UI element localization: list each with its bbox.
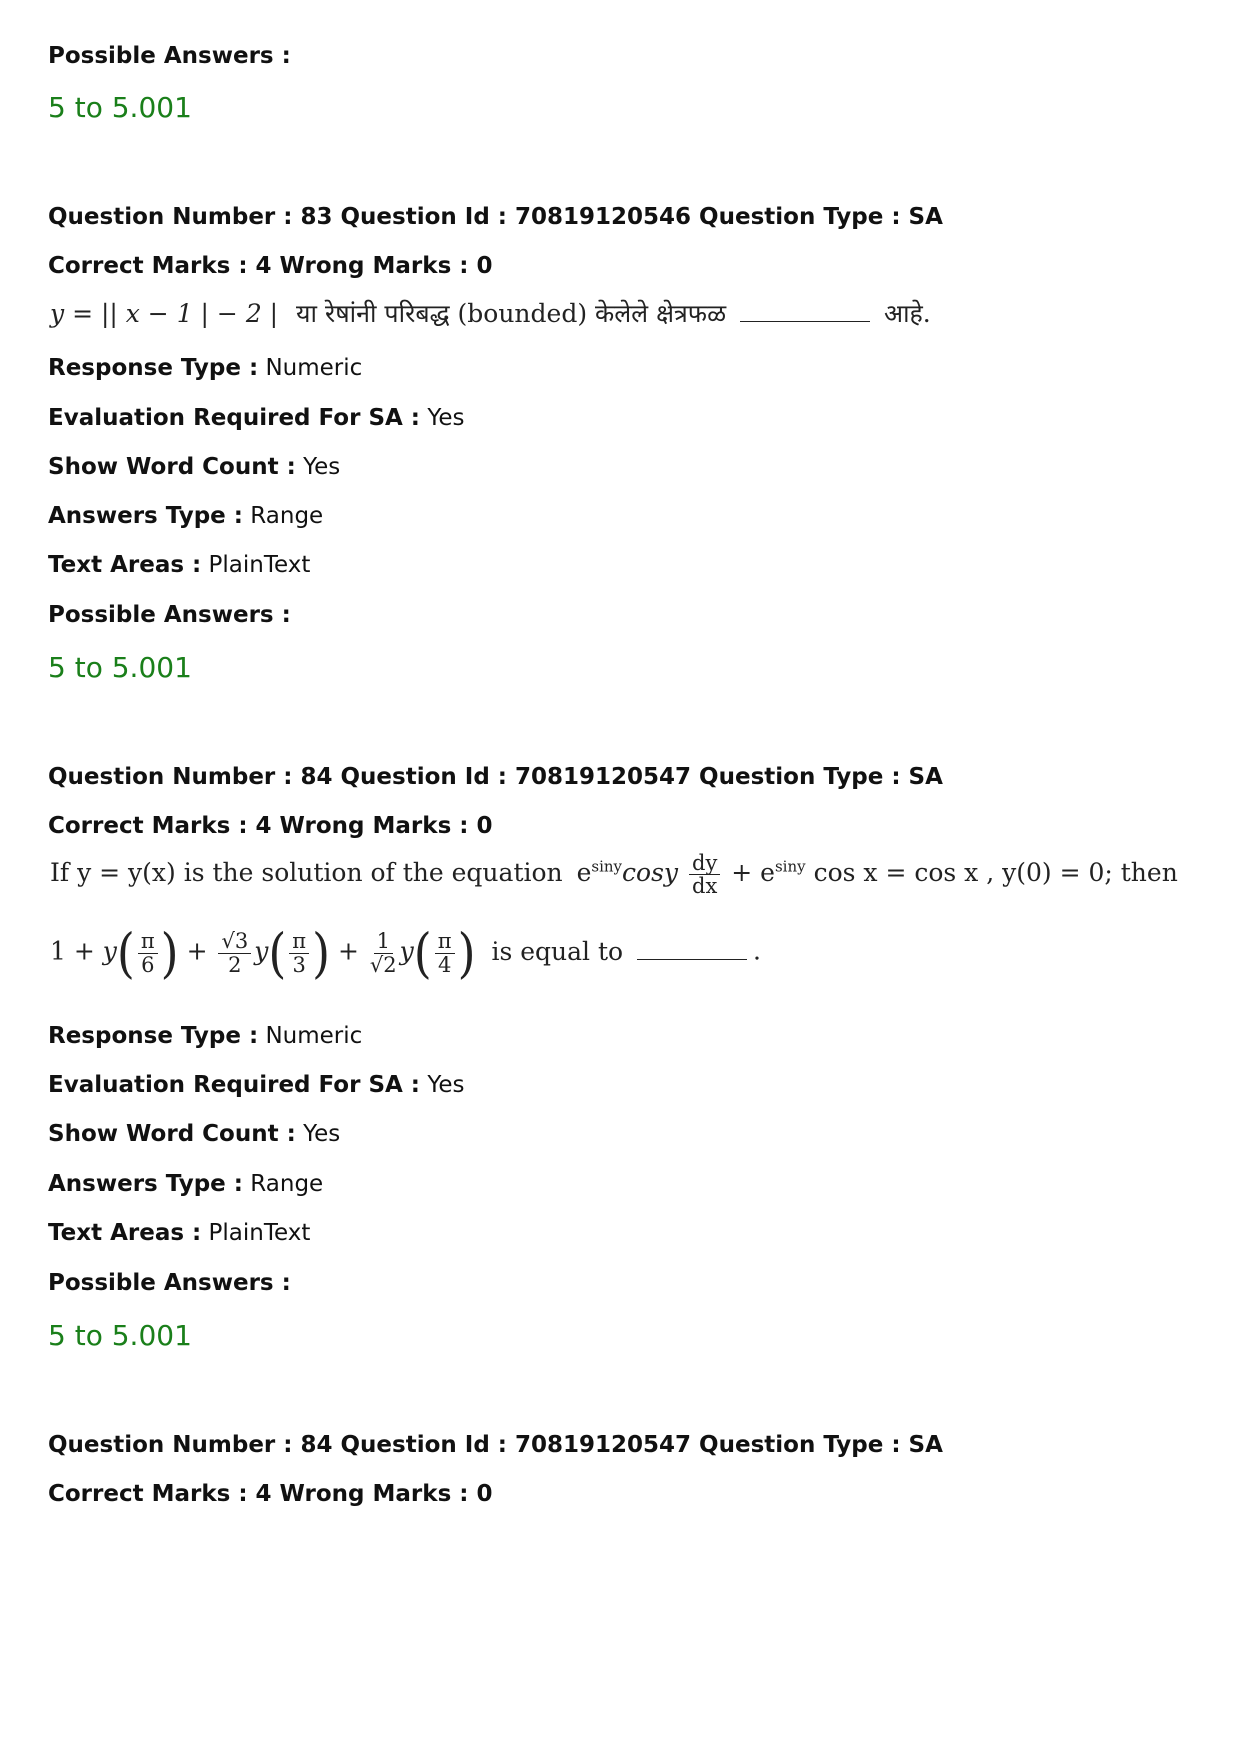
math-one-plus: 1 +	[50, 936, 95, 966]
question-text	[50, 296, 931, 330]
math-fraction	[218, 930, 251, 975]
question-text-line-2: 1 + y( $\frac{\pi}{6}$ ) + $\frac{√3}{2}$ y( $\frac{\pi}{3}$ ) + $\frac{1}{√2}$ y( $\frac{\pi}{4}$ ) is equal to .	[50, 921, 761, 985]
answer-blank	[637, 941, 747, 960]
show-word-count-value: Yes	[303, 454, 341, 480]
question-intro: If y = y(x) is the solution of the equation	[50, 858, 563, 888]
math-fraction	[435, 930, 455, 975]
possible-answer-value: 5 to 5.001	[48, 1319, 192, 1352]
text-areas-value: PlainText	[208, 1220, 311, 1246]
text-areas-value: PlainText	[208, 552, 311, 578]
answers-type-value: Range	[250, 1171, 324, 1197]
response-type-label: Response Type :	[48, 355, 259, 381]
math-fraction	[370, 930, 397, 975]
math-pi: π	[138, 930, 158, 953]
math-y: y	[254, 936, 269, 966]
show-word-count-label: Show Word Count :	[48, 1121, 296, 1147]
text-areas-label: Text Areas :	[48, 552, 202, 578]
answers-type-value: Range	[250, 503, 324, 529]
answers-type-row	[48, 501, 323, 531]
show-word-count-row	[48, 1119, 340, 1149]
question-header: Question Number : 84 Question Id : 70819120547 Question Type : SA	[48, 1432, 943, 1458]
math-e: e	[760, 858, 775, 888]
question-marks: Correct Marks : 4 Wrong Marks : 0	[48, 1481, 493, 1507]
evaluation-required-label: Evaluation Required For SA :	[48, 1072, 421, 1098]
response-type-label: Response Type :	[48, 1023, 259, 1049]
possible-answer-value: 5 to 5.001	[48, 91, 192, 124]
math-y: y	[399, 936, 414, 966]
question-text-line-1	[50, 852, 1178, 897]
math-cosy: cosy	[622, 858, 679, 888]
question-lhs: y = || x − 1 | − 2 |	[50, 299, 279, 328]
question-end-text: आहे.	[883, 299, 931, 328]
question-header: Question Number : 84 Question Id : 70819120547 Question Type : SA	[48, 764, 943, 790]
show-word-count-label: Show Word Count :	[48, 454, 296, 480]
math-paren-close: )	[312, 921, 331, 985]
math-pi: π	[289, 930, 309, 953]
math-root2: √2	[369, 952, 397, 977]
answer-blank	[740, 303, 870, 322]
possible-answer-value: 5 to 5.001	[48, 651, 192, 684]
math-derivative	[689, 852, 720, 897]
math-one: 1	[374, 930, 393, 953]
math-plus: +	[186, 936, 208, 966]
math-paren-open: (	[413, 921, 432, 985]
math-exponent: siny	[774, 857, 806, 876]
math-dx: dx	[692, 874, 718, 899]
possible-answers-label: Possible Answers :	[48, 43, 291, 69]
math-four: 4	[437, 952, 452, 977]
evaluation-required-value: Yes	[427, 405, 465, 431]
math-fraction	[138, 930, 158, 975]
math-fraction	[289, 930, 309, 975]
math-paren-close: )	[457, 921, 476, 985]
math-two: 2	[228, 952, 242, 977]
math-paren-close: )	[160, 921, 179, 985]
math-y: y	[102, 936, 117, 966]
question-marks: Correct Marks : 4 Wrong Marks : 0	[48, 813, 493, 839]
question-tail: is equal to	[491, 936, 624, 966]
possible-answers-label: Possible Answers :	[48, 602, 291, 628]
answers-type-label: Answers Type :	[48, 503, 243, 529]
question-marathi-text: या रेषांनी परिबद्ध (bounded) केलेले क्षेत्रफळ	[296, 299, 727, 328]
math-root3: √3	[218, 930, 251, 953]
question-header: Question Number : 83 Question Id : 70819120546 Question Type : SA	[48, 204, 943, 230]
question-marks: Correct Marks : 4 Wrong Marks : 0	[48, 253, 493, 279]
response-type-value: Numeric	[265, 1023, 363, 1049]
math-pi: π	[435, 930, 455, 953]
math-plus: +	[338, 936, 359, 966]
math-plus: +	[731, 858, 753, 888]
question-condition: cos x = cos x , y(0) = 0; then	[813, 858, 1178, 888]
math-exponent: siny	[591, 857, 623, 876]
response-type-row	[48, 353, 362, 383]
response-type-value: Numeric	[265, 355, 363, 381]
math-dy: dy	[689, 852, 720, 875]
text-areas-label: Text Areas :	[48, 1220, 202, 1246]
response-type-row	[48, 1021, 362, 1051]
text-areas-row	[48, 1218, 310, 1248]
math-paren-open: (	[116, 921, 135, 985]
show-word-count-row	[48, 452, 340, 482]
math-three: 3	[292, 952, 306, 977]
answers-type-row	[48, 1169, 323, 1199]
possible-answers-label: Possible Answers :	[48, 1270, 291, 1296]
show-word-count-value: Yes	[303, 1121, 341, 1147]
math-six: 6	[141, 952, 155, 977]
evaluation-required-row	[48, 403, 464, 433]
text-areas-row	[48, 550, 310, 580]
evaluation-required-label: Evaluation Required For SA :	[48, 405, 421, 431]
math-e: e	[576, 858, 592, 888]
math-paren-open: (	[268, 921, 287, 985]
answers-type-label: Answers Type :	[48, 1171, 243, 1197]
evaluation-required-value: Yes	[427, 1072, 465, 1098]
evaluation-required-row	[48, 1070, 464, 1100]
